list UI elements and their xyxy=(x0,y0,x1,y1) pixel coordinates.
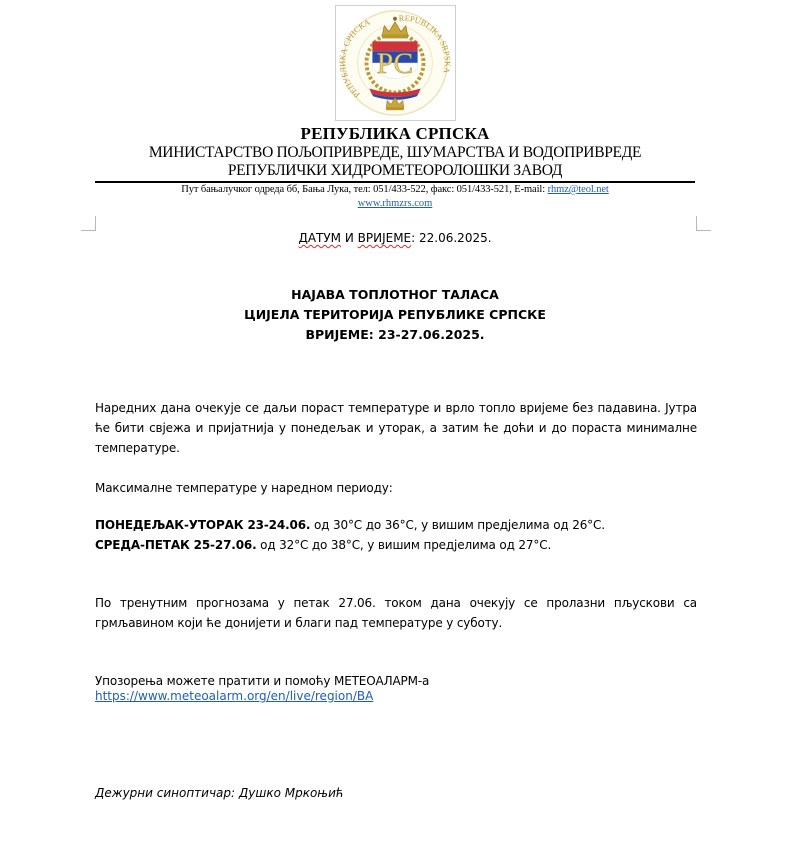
announcement-period: ВРИЈЕМЕ: 23-27.06.2025. xyxy=(305,327,485,342)
date-label-word2: ВРИЈЕМЕ xyxy=(357,231,412,245)
forecast-paragraph-intro: Наредних дана очекује се даљи пораст температуре и врло топло вријеме без падавина. Јутра ће бити свјежа и пријатнија у понедељак и уторак, а затим ће доћи и до пораста минималне температуре. xyxy=(95,401,697,455)
forecast-row xyxy=(95,535,697,555)
email-link[interactable]: rhmz@teol.net xyxy=(547,184,609,195)
announcement-title: НАЈАВА ТОПЛОТНОГ ТАЛАСА xyxy=(291,287,499,302)
ministry-name: МИНИСТАРСТВО ПОЉОПРИВРЕДЕ, ШУМАРСТВА И ВОДОПРИВРЕДЕ xyxy=(148,144,642,161)
forecaster-signature: Дежурни синоптичар: Душко Мркоњић xyxy=(95,786,344,800)
forecast-temperatures: од 30°C до 36°C, у вишим предјелима од 26°C. xyxy=(310,518,605,532)
warnings-note: Упозорења можете пратити и помоћу МЕТЕОАЛАРМ-а xyxy=(95,674,430,688)
meteoalarm-link-wrap xyxy=(95,689,373,703)
seal-text-right: REPUBLIKA SRPSKA xyxy=(398,13,452,75)
date-value: : 22.06.2025. xyxy=(411,231,492,245)
contact-address: Пут бањалучког одреда бб, Бања Лука, тел: 051/433-522, факс: 051/433-521, E-mail: xyxy=(181,184,548,195)
max-temperatures-heading: Максималне температуре у наредном периоду: xyxy=(95,481,393,495)
page-margin-corner-left xyxy=(81,216,96,231)
forecast-temperatures: од 32°C до 38°C, у вишим предјелима од 27°C. xyxy=(256,538,552,552)
forecast-row xyxy=(95,515,697,535)
organization-title: РЕПУБЛИКА СРПСКА xyxy=(300,124,490,143)
seal-emblem-icon xyxy=(336,6,455,120)
date-label-middle: И xyxy=(341,231,358,245)
coat-of-arms-logo xyxy=(335,5,456,121)
header-divider xyxy=(95,181,695,183)
storm-forecast-paragraph: По тренутним прогнозама у петак 27.06. током дана очекују се пролазни пљускови са грмљавином који ће донијети и благи пад температуре у суботу. xyxy=(95,596,697,630)
monogram: РС xyxy=(376,47,414,80)
date-time-line xyxy=(95,231,695,245)
website-link[interactable]: www.rhmzrs.com xyxy=(357,198,433,209)
seal-text-left: РЕПУБЛИКА СРПСКА xyxy=(338,17,372,100)
date-label-word1: ДАТУМ xyxy=(298,231,342,245)
page-margin-corner-right xyxy=(696,216,711,231)
meteoalarm-link[interactable]: https://www.meteoalarm.org/en/live/region/BA xyxy=(95,689,374,703)
forecast-period: ПОНЕДЕЉАК-УТОРАК 23-24.06. xyxy=(95,518,311,532)
contact-info xyxy=(95,184,695,195)
announcement-territory: ЦИЈЕЛА ТЕРИТОРИЈА РЕПУБЛИКЕ СРПСКЕ xyxy=(244,307,546,322)
institute-name: РЕПУБЛИЧКИ ХИДРОМЕТЕОРОЛОШКИ ЗАВОД xyxy=(227,162,563,179)
forecast-period: СРЕДА-ПЕТАК 25-27.06. xyxy=(95,538,257,552)
website-line xyxy=(95,198,695,209)
